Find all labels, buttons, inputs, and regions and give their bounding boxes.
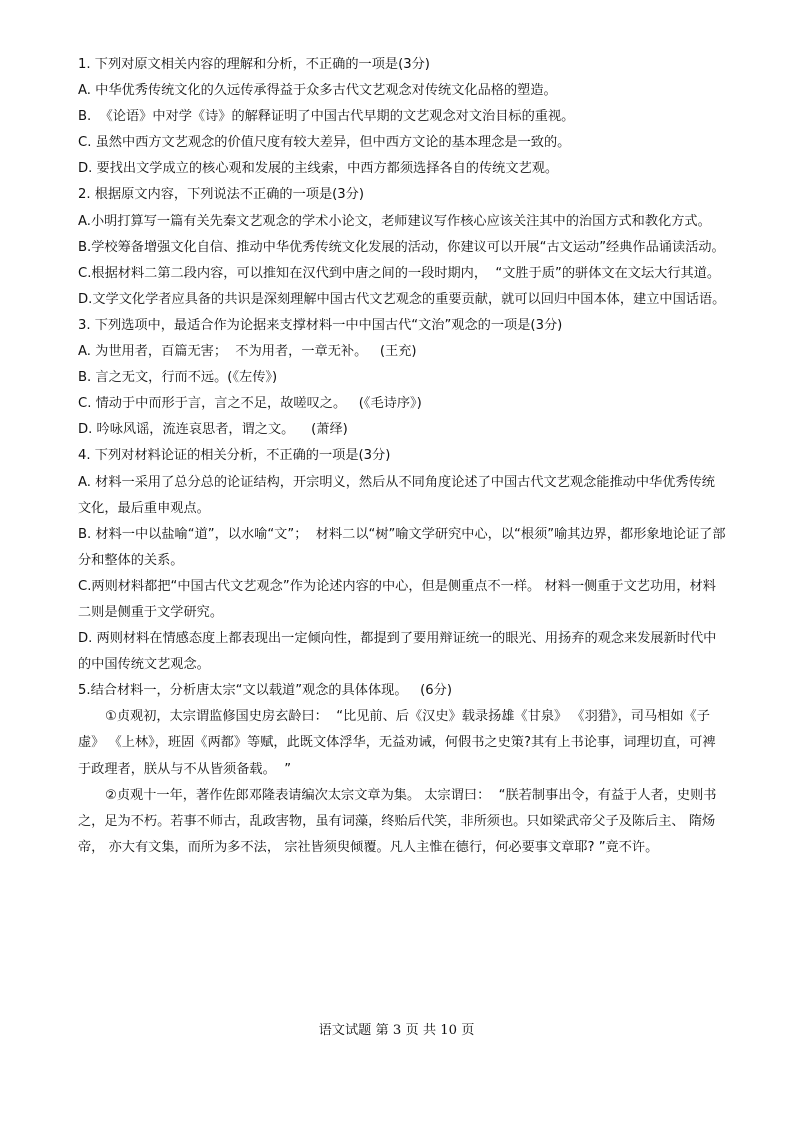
question-4-stem: 4. 下列对材料论证的相关分析，不正确的一项是(3分)	[78, 448, 391, 464]
question-5-stem: 5.结合材料一，分析唐太宗“文以载道”观念的具体体现。 (6分)	[78, 683, 452, 699]
question-1-option-c: C. 虽然中西方文艺观念的价值尺度有较大差异，但中西方文论的基本理念是一致的。	[78, 135, 571, 151]
question-3-stem: 3. 下列选项中，最适合作为论据来支撑材料一中中国古代“文治”观念的一项是(3分)	[78, 317, 563, 333]
page-content	[78, 52, 728, 861]
question-2-option-d: D.文学文化学者应具备的共识是深刻理解中国古代文艺观念的重要贡献，就可以回归中国本体，建立中国话语。	[78, 291, 726, 307]
question-2-option-b: B.学校筹备增强文化自信、推动中华优秀传统文化发展的活动，你建议可以开展“古文运动”经典作品诵读活动。	[78, 239, 725, 255]
question-1-option-a: A. 中华优秀传统文化的久远传承得益于众多古代文艺观念对传统文化品格的塑造。	[78, 83, 557, 99]
question-3-option-b: B. 言之无文，行而不远。(《左传》)	[78, 370, 278, 386]
question-5-material-2: ②贞观十一年，著作佐郎邓隆表请编次太宗文章为集。 太宗谓曰： “朕若制事出令，有益于人者，史则书之，足为不朽。若事不师古，乱政害物，虽有词藻，终贻后代笑，非所须也。只如梁武帝父子及陈后主、 隋炀帝， 亦大有文集，而所为多不法， 宗社皆须臾倾覆。凡人主惟在德行，何必要事文章耶? ”竟不许。	[78, 787, 717, 855]
question-4-option-a: A. 材料一采用了总分总的论证结构，开宗明义，然后从不同角度论述了中国古代文艺观念能推动中华优秀传统文化，最后重申观点。	[78, 474, 715, 516]
question-2-option-c: C.根据材料二第二段内容，可以推知在汉代到中唐之间的一段时期内， “文胜于质”的骈体文在文坛大行其道。	[78, 265, 721, 281]
question-4-option-b: B. 材料一中以盐喻“道”，以水喻“文”； 材料二以“树”喻文学研究中心，以“根须”喻其边界，都形象地论证了部分和整体的关系。	[78, 526, 726, 568]
question-1-stem: 1. 下列对原文相关内容的理解和分析，不正确的一项是(3分)	[78, 57, 430, 72]
page-footer: 语文试题 第 3 页 共 10 页	[318, 1023, 475, 1038]
question-3-option-c: C. 情动于中而形于言，言之不足，故嗟叹之。 (《毛诗序》)	[78, 396, 422, 412]
question-1-option-d: D. 要找出文学成立的核心观和发展的主线索，中西方都须选择各自的传统文艺观。	[78, 161, 559, 177]
question-3-option-d: D. 吟咏风谣，流连哀思者，谓之文。 (萧绎)	[78, 422, 348, 438]
question-2-option-a: A.小明打算写一篇有关先秦文艺观念的学术小论文，老师建议写作核心应该关注其中的治国方式和教化方式。	[78, 213, 711, 229]
question-5-material-1: ①贞观初，太宗谓监修国史房玄龄曰： “比见前、后《汉史》载录扬雄《甘泉》 《羽猎》，司马相如《子虚》 《上林》，班固《两都》等赋，此既文体浮华，无益劝诫，何假书之史策?其有上书论事，词理切直，可裨于政理者，朕从与不从皆须备载。 ”	[78, 709, 716, 777]
question-1-option-b: B. 《论语》中对学《诗》的解释证明了中国古代早期的文艺观念对文治目标的重视。	[78, 109, 575, 125]
question-4-option-d: D. 两则材料在情感态度上都表现出一定倾向性，都提到了要用辩证统一的眼光、用扬弃的观念来发展新时代中的中国传统文艺观念。	[78, 631, 717, 673]
question-4-option-c: C.两则材料都把“中国古代文艺观念”作为论述内容的中心，但是侧重点不一样。 材料一侧重于文艺功用，材料二则是侧重于文学研究。	[78, 578, 716, 620]
question-2-stem: 2. 根据原文内容，下列说法不正确的一项是(3分)	[78, 187, 365, 203]
question-3-option-a: A. 为世用者，百篇无害； 不为用者，一章无补。 (王充)	[78, 344, 417, 360]
